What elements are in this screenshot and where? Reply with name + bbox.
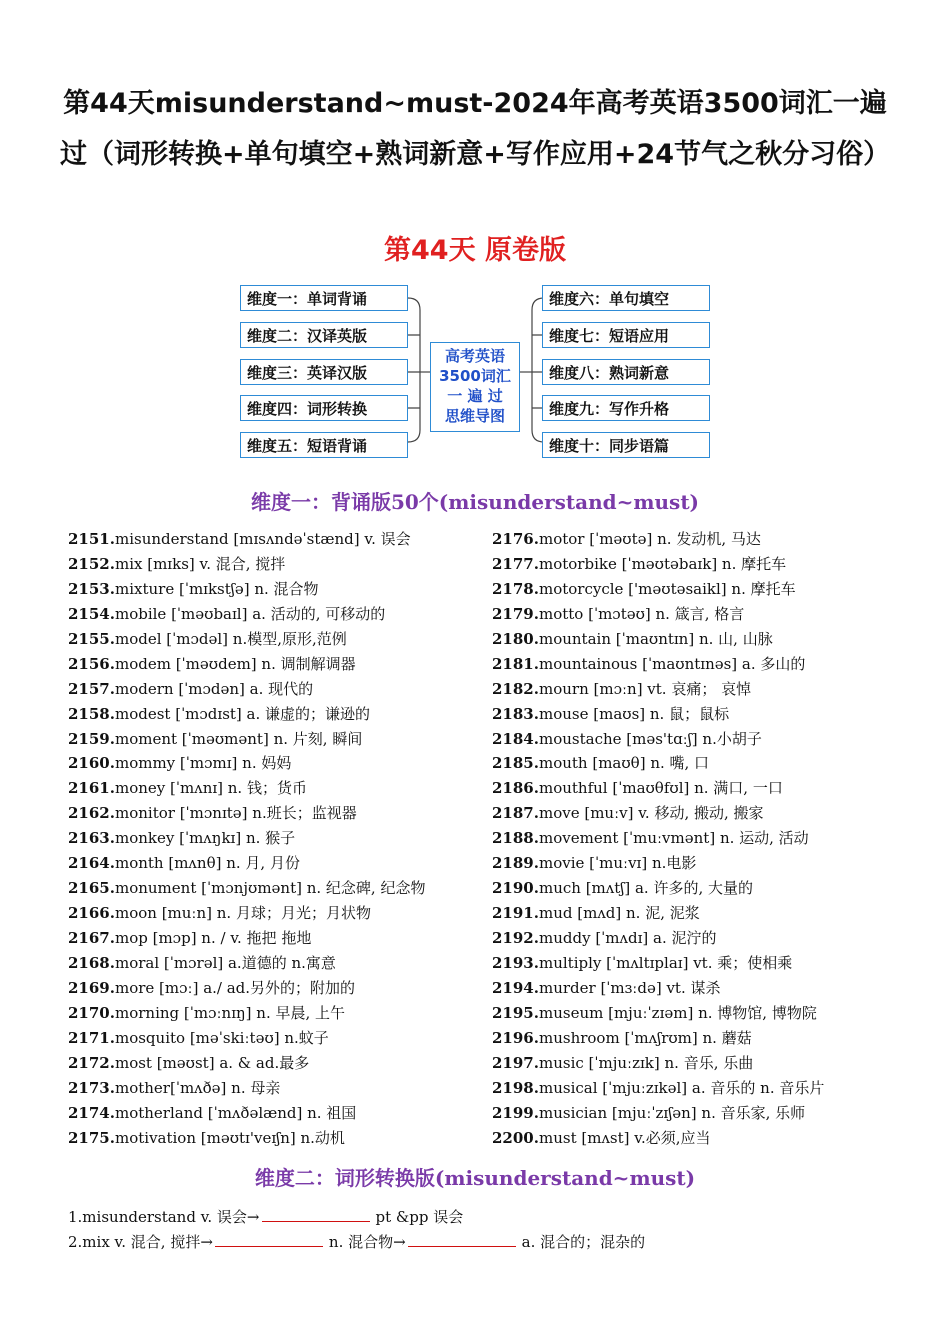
entry-number: 2167. [68, 929, 115, 947]
vocab-entry [492, 851, 824, 876]
entry-text: more [mɔː] a./ ad.另外的；附加的 [114, 978, 356, 997]
entry-number: 2169. [68, 978, 115, 997]
entry-text: motorcycle ['məʊtəsaikl] n. 摩托车 [538, 579, 796, 598]
entry-number: 2180. [492, 629, 539, 648]
mindmap-item-1: 维度一：单词背诵 [240, 285, 408, 311]
vocab-entry [68, 1001, 425, 1026]
vocab-column-left [68, 527, 425, 1150]
mindmap-item-8: 维度八：熟词新意 [542, 359, 710, 385]
entry-text: movie [ˈmuːvɪ] n.电影 [538, 854, 697, 873]
entry-number: 2184. [492, 729, 539, 748]
entry-number: 2173. [68, 1078, 115, 1097]
vocab-entry [492, 577, 824, 602]
entry-text: multiply [ˈmʌltɪplaɪ] vt. 乘；使相乘 [538, 953, 793, 972]
entry-number: 2165. [68, 879, 115, 898]
page-subtitle: 第44天 原卷版 [384, 235, 566, 266]
entry-number: 2177. [492, 554, 539, 573]
vocab-entry [492, 826, 824, 851]
vocab-entry [68, 702, 425, 727]
entry-text: motor [ˈməʊtə] n. 发动机, 马达 [538, 530, 761, 548]
entry-text: mushroom [ˈmʌʃrʊm] n. 蘑菇 [538, 1028, 752, 1047]
vocab-entry [492, 602, 824, 627]
entry-text: museum [mjuːˈzɪəm] n. 博物馆, 博物院 [538, 1003, 817, 1022]
entry-text: month [mʌnθ] n. 月, 月份 [114, 854, 300, 873]
entry-text: mix [mɪks] v. 混合, 搅拌 [114, 554, 286, 573]
entry-number: 2162. [68, 804, 115, 823]
entry-text: mouse [maʊs] n. 鼠；鼠标 [538, 704, 730, 723]
entry-number: 2190. [492, 879, 539, 898]
entry-text: mouthful [ˈmaʊθfʊl] n. 满口, 一口 [538, 779, 783, 798]
vocab-entry [68, 677, 425, 702]
entry-text: most [məʊst] a. & ad.最多 [114, 1053, 310, 1072]
entry-number: 2154. [68, 604, 115, 623]
entry-text: monument [ˈmɔnjʊmənt] n. 纪念碑, 纪念物 [114, 879, 426, 898]
entry-text: muddy [ˈmʌdɪ] a. 泥泞的 [538, 929, 717, 947]
vocab-entry [68, 1051, 425, 1076]
vocab-entry [492, 652, 824, 677]
entry-number: 2156. [68, 654, 115, 673]
entry-text: mourn [mɔːn] vt. 哀痛； 哀悼 [538, 679, 752, 698]
entry-number: 2178. [492, 579, 539, 598]
entry-text: moral [ˈmɔrəl] a.道德的 n.寓意 [114, 953, 336, 972]
mindmap-item-4: 维度四：词形转换 [240, 395, 408, 421]
entry-text: movement [ˈmuːvmənt] n. 运动, 活动 [538, 829, 809, 848]
vocab-entry [492, 1001, 824, 1026]
entry-text: modem [ˈməʊdem] n. 调制解调器 [114, 654, 356, 673]
entry-text: must [mʌst] v.必须,应当 [538, 1128, 711, 1147]
mindmap-center [430, 342, 520, 432]
entry-text: money [ˈmʌnɪ] n. 钱；货币 [114, 779, 307, 798]
vocab-entry [492, 801, 824, 826]
entry-text: monitor [ˈmɔnɪtə] n.班长；监视器 [114, 804, 357, 823]
exercise-prompt: 2.mix v. 混合, 搅拌→ [68, 1233, 213, 1251]
entry-text: moment [ˈməʊmənt] n. 片刻, 瞬间 [114, 729, 363, 748]
entry-number: 2153. [68, 579, 115, 598]
entry-number: 2163. [68, 829, 115, 848]
vocab-entry [68, 901, 425, 926]
entry-number: 2193. [492, 953, 539, 972]
vocab-entry [68, 851, 425, 876]
section-heading-1: 维度一：背诵版50个(misunderstand~must) [250, 490, 700, 514]
entry-number: 2151. [68, 530, 115, 548]
vocab-entry [68, 926, 425, 951]
entry-number: 2199. [492, 1103, 539, 1122]
entry-text: model [ˈmɔdəl] n.模型,原形,范例 [114, 629, 347, 648]
vocab-entry [492, 702, 824, 727]
vocab-entry [492, 901, 824, 926]
entry-number: 2196. [492, 1028, 539, 1047]
entry-text: motivation [məʊtɪ'veɪʃn] n.动机 [114, 1128, 345, 1147]
entry-text: motto [ˈmɔtəʊ] n. 箴言, 格言 [538, 604, 745, 623]
exercise-hint: n. 混合物→ [328, 1233, 406, 1251]
entry-number: 2181. [492, 654, 539, 673]
entry-text: morning [ˈmɔːnɪŋ] n. 早晨, 上午 [114, 1003, 346, 1022]
exercise-item-2 [68, 1231, 645, 1252]
entry-text: murder [ˈmɜːdə] vt. 谋杀 [538, 978, 721, 997]
vocab-entry [68, 527, 425, 552]
vocab-entry [68, 652, 425, 677]
entry-text: modern [ˈmɔdən] a. 现代的 [114, 679, 314, 698]
answer-blank[interactable] [408, 1232, 516, 1247]
vocab-entry [492, 552, 824, 577]
entry-text: mud [mʌd] n. 泥, 泥浆 [538, 904, 700, 923]
vocab-entry [492, 1076, 824, 1101]
entry-text: mop [mɔp] n. / v. 拖把 拖地 [114, 929, 312, 947]
exercise-hint: pt &pp 误会 [375, 1208, 464, 1226]
section-heading-2: 维度二：词形转换版(misunderstand~must) [254, 1166, 696, 1190]
vocab-entry [68, 826, 425, 851]
mindmap-item-7: 维度七：短语应用 [542, 322, 710, 348]
entry-text: monkey [ˈmʌŋkɪ] n. 猴子 [114, 829, 296, 848]
exercise-hint: a. 混合的；混杂的 [521, 1233, 646, 1251]
mindmap-center-line: 3500词汇 [439, 367, 511, 385]
entry-number: 2157. [68, 679, 115, 698]
entry-number: 2197. [492, 1053, 539, 1072]
vocab-entry [68, 627, 425, 652]
entry-number: 2194. [492, 978, 539, 997]
entry-number: 2183. [492, 704, 539, 723]
entry-number: 2171. [68, 1028, 115, 1047]
entry-number: 2192. [492, 929, 539, 947]
vocab-entry [492, 1101, 824, 1126]
vocab-entry [492, 1026, 824, 1051]
entry-number: 2185. [492, 754, 539, 773]
entry-number: 2170. [68, 1003, 115, 1022]
vocab-entry [68, 751, 425, 776]
entry-text: musical [ˈmjuːzɪkəl] a. 音乐的 n. 音乐片 [538, 1078, 825, 1097]
entry-text: misunderstand [mɪsʌndəˈstænd] v. 误会 [114, 530, 411, 548]
entry-number: 2155. [68, 629, 115, 648]
vocab-entry [492, 876, 824, 901]
entry-number: 2195. [492, 1003, 539, 1022]
entry-number: 2159. [68, 729, 115, 748]
vocab-entry [492, 677, 824, 702]
vocab-entry [492, 776, 824, 801]
entry-text: mommy [ˈmɔmɪ] n. 妈妈 [114, 754, 292, 773]
mindmap-center-line: 一 遍 过 [447, 387, 503, 405]
mind-map [238, 280, 714, 462]
mindmap-item-3: 维度三：英译汉版 [240, 359, 408, 385]
vocab-entry [492, 527, 824, 552]
vocab-entry [492, 1051, 824, 1076]
mindmap-item-2: 维度二：汉译英版 [240, 322, 408, 348]
entry-number: 2168. [68, 953, 115, 972]
entry-text: much [mʌtʃ] a. 许多的, 大量的 [538, 879, 753, 898]
page-title: 第44天misunderstand~must-2024年高考英语3500词汇一遍过（词形转换+单句填空+熟词新意+写作应用+24节气之秋分习俗） [60, 88, 891, 170]
entry-text: motherland [ˈmʌðəlænd] n. 祖国 [114, 1103, 357, 1122]
entry-number: 2176. [492, 530, 539, 548]
entry-number: 2187. [492, 804, 539, 823]
answer-blank[interactable] [262, 1207, 370, 1222]
vocab-entry [492, 627, 824, 652]
vocab-entry [68, 552, 425, 577]
entry-number: 2158. [68, 704, 115, 723]
entry-number: 2182. [492, 679, 539, 698]
entry-text: musician [mjuːˈzɪʃən] n. 音乐家, 乐师 [538, 1103, 806, 1122]
entry-number: 2186. [492, 779, 539, 798]
entry-number: 2191. [492, 904, 539, 923]
mindmap-center-line: 思维导图 [444, 407, 505, 425]
entry-number: 2161. [68, 779, 115, 798]
entry-number: 2198. [492, 1078, 539, 1097]
mindmap-item-5: 维度五：短语背诵 [240, 432, 408, 458]
vocab-entry [68, 1126, 425, 1151]
vocab-column-right [492, 527, 824, 1150]
vocab-entry [492, 976, 824, 1001]
vocab-entry [68, 776, 425, 801]
mindmap-item-9: 维度九：写作升格 [542, 395, 710, 421]
entry-number: 2152. [68, 554, 115, 573]
vocab-entry [68, 876, 425, 901]
mindmap-item-6: 维度六：单句填空 [542, 285, 710, 311]
entry-number: 2200. [492, 1128, 539, 1147]
vocab-entry [68, 1076, 425, 1101]
entry-text: mouth [maʊθ] n. 嘴, 口 [538, 754, 710, 773]
vocab-entry [68, 976, 425, 1001]
vocab-entry [492, 1126, 824, 1151]
answer-blank[interactable] [215, 1232, 323, 1247]
vocab-entry [68, 801, 425, 826]
exercise-item-1 [68, 1206, 463, 1227]
entry-text: moon [muːn] n. 月球；月光；月状物 [114, 904, 371, 923]
entry-text: mountain [ˈmaʊntɪn] n. 山, 山脉 [538, 629, 773, 648]
vocab-entry [68, 577, 425, 602]
vocab-entry [68, 1101, 425, 1126]
entry-text: modest [ˈmɔdɪst] a. 谦虚的；谦逊的 [114, 704, 371, 723]
entry-text: mountainous [ˈmaʊntɪnəs] a. 多山的 [538, 654, 806, 673]
mindmap-item-10: 维度十：同步语篇 [542, 432, 710, 458]
entry-number: 2188. [492, 829, 539, 848]
entry-number: 2164. [68, 854, 115, 873]
entry-number: 2166. [68, 904, 115, 923]
entry-number: 2174. [68, 1103, 115, 1122]
entry-text: mosquito [məˈskiːtəʊ] n.蚊子 [114, 1028, 329, 1047]
vocab-entry [492, 751, 824, 776]
entry-number: 2172. [68, 1053, 115, 1072]
entry-number: 2175. [68, 1128, 115, 1147]
entry-number: 2160. [68, 754, 115, 773]
entry-text: motorbike [ˈməʊtəbaɪk] n. 摩托车 [538, 554, 787, 573]
entry-text: mother[ˈmʌðə] n. 母亲 [114, 1078, 281, 1097]
vocab-entry [492, 727, 824, 752]
vocab-entry [68, 1026, 425, 1051]
entry-number: 2189. [492, 854, 539, 873]
entry-text: music [ˈmjuːzɪk] n. 音乐, 乐曲 [538, 1053, 754, 1072]
vocab-entry [68, 727, 425, 752]
mindmap-center-line: 高考英语 [444, 347, 505, 365]
entry-text: mixture [ˈmɪkstʃə] n. 混合物 [114, 579, 319, 598]
vocab-entry [492, 951, 824, 976]
exercise-prompt: 1.misunderstand v. 误会→ [68, 1208, 260, 1226]
vocab-entry [68, 951, 425, 976]
entry-text: mobile [ˈməʊbaɪl] a. 活动的, 可移动的 [114, 604, 386, 623]
entry-number: 2179. [492, 604, 539, 623]
entry-text: moustache [məs'tɑːʃ] n.小胡子 [538, 729, 762, 748]
vocab-entry [68, 602, 425, 627]
entry-text: move [muːv] v. 移动, 搬动, 搬家 [538, 804, 764, 823]
vocab-entry [492, 926, 824, 951]
